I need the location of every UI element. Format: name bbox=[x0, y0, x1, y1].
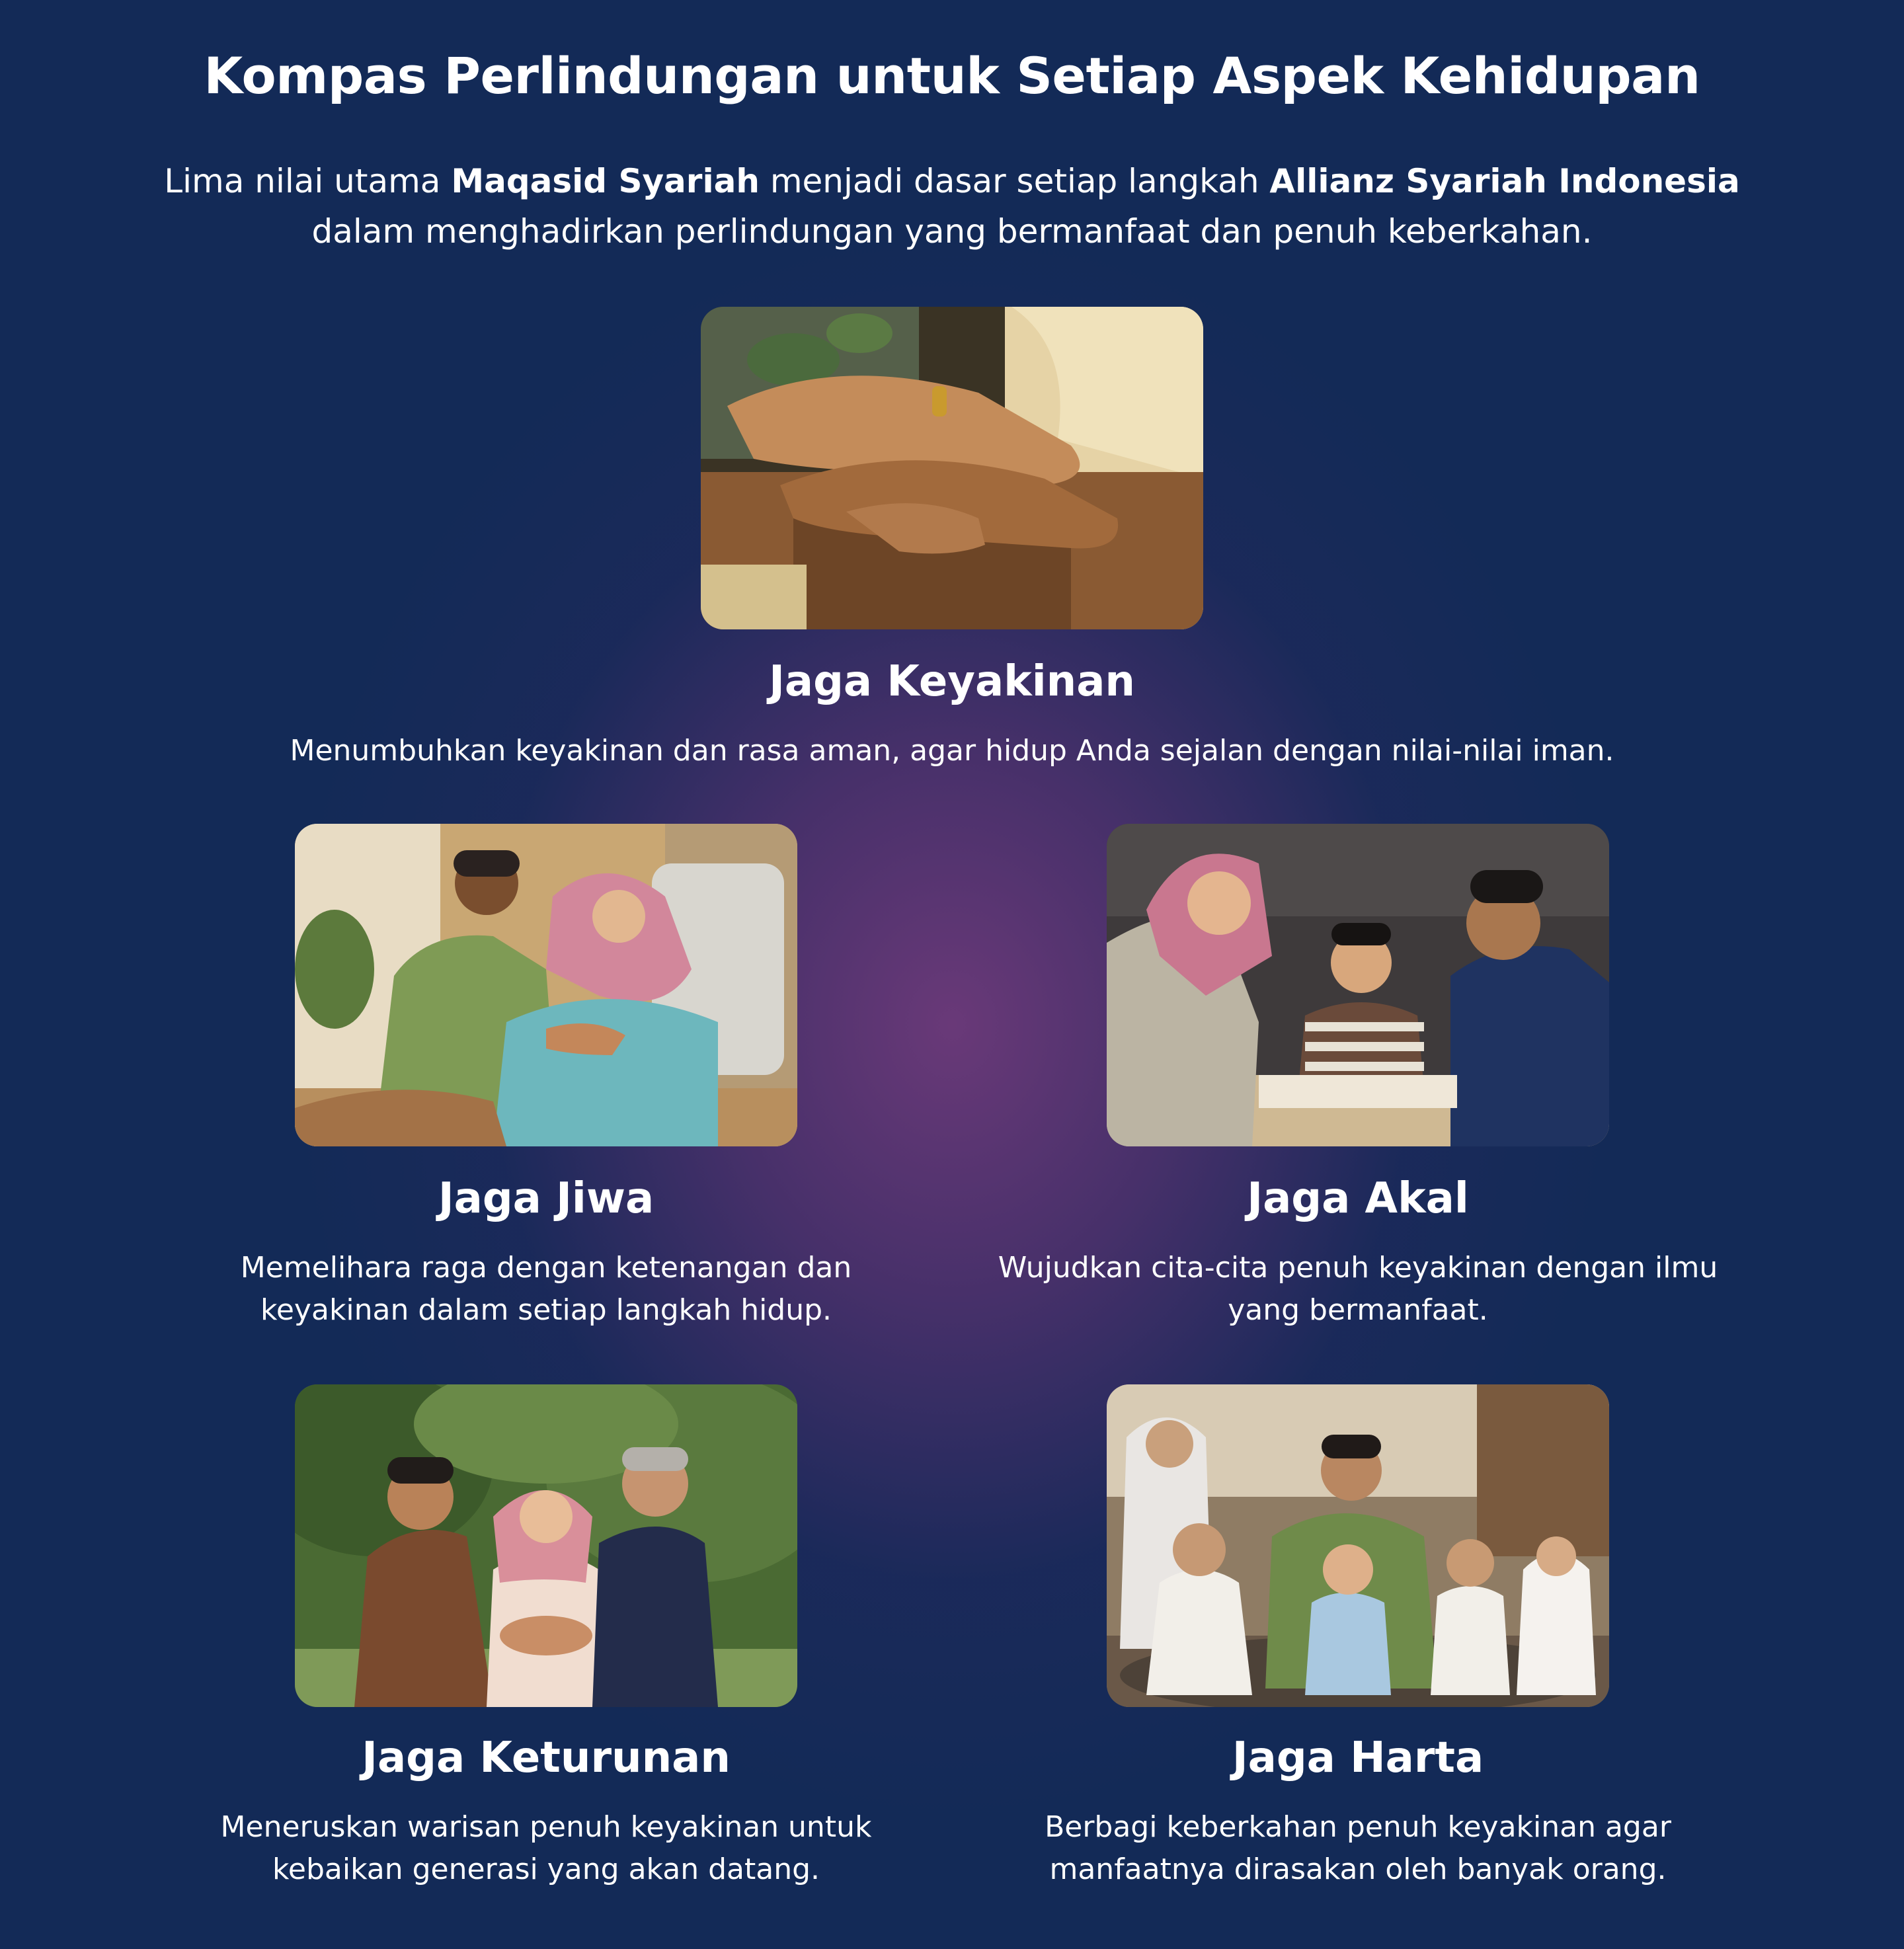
value-description-akal: Wujudkan cita-cita penuh keyakinan dengan ilmu yang bermanfaat. bbox=[998, 1251, 1718, 1327]
value-description-keyakinan: Menumbuhkan keyakinan dan rasa aman, agar hidup Anda sejalan dengan nilai-nilai iman. bbox=[290, 734, 1614, 768]
value-title-keturunan: Jaga Keturunan bbox=[362, 1733, 731, 1782]
photo-family-studying bbox=[1107, 824, 1609, 1146]
value-description-jiwa: Memelihara raga dengan ketenangan dan keyakinan dalam setiap langkah hidup. bbox=[240, 1251, 852, 1327]
intro-highlight-allianz: Allianz Syariah Indonesia bbox=[1269, 162, 1740, 200]
page-title: Kompas Perlindungan untuk Setiap Aspek Kehidupan bbox=[204, 46, 1700, 105]
value-title-keyakinan: Jaga Keyakinan bbox=[769, 657, 1135, 706]
value-description-keturunan: Meneruskan warisan penuh keyakinan untuk kebaikan generasi yang akan datang. bbox=[220, 1810, 872, 1886]
intro-text bbox=[132, 156, 1772, 257]
value-title-harta: Jaga Harta bbox=[1232, 1733, 1484, 1782]
intro-text-part: Lima nilai utama bbox=[164, 162, 452, 200]
value-title-akal: Jaga Akal bbox=[1247, 1174, 1469, 1223]
photo-holding-hands bbox=[701, 307, 1203, 629]
photo-couple-hospital bbox=[295, 824, 797, 1146]
intro-text-part: menjadi dasar setiap langkah bbox=[759, 162, 1270, 200]
photo-sharing-children bbox=[1107, 1384, 1609, 1707]
intro-highlight-maqasid: Maqasid Syariah bbox=[451, 162, 760, 200]
photo-generations-outdoor bbox=[295, 1384, 797, 1707]
value-title-jiwa: Jaga Jiwa bbox=[438, 1174, 654, 1223]
value-description-harta: Berbagi keberkahan penuh keyakinan agar manfaatnya dirasakan oleh banyak orang. bbox=[1045, 1810, 1671, 1886]
intro-text-part: dalam menghadirkan perlindungan yang bermanfaat dan penuh keberkahan. bbox=[311, 212, 1593, 251]
